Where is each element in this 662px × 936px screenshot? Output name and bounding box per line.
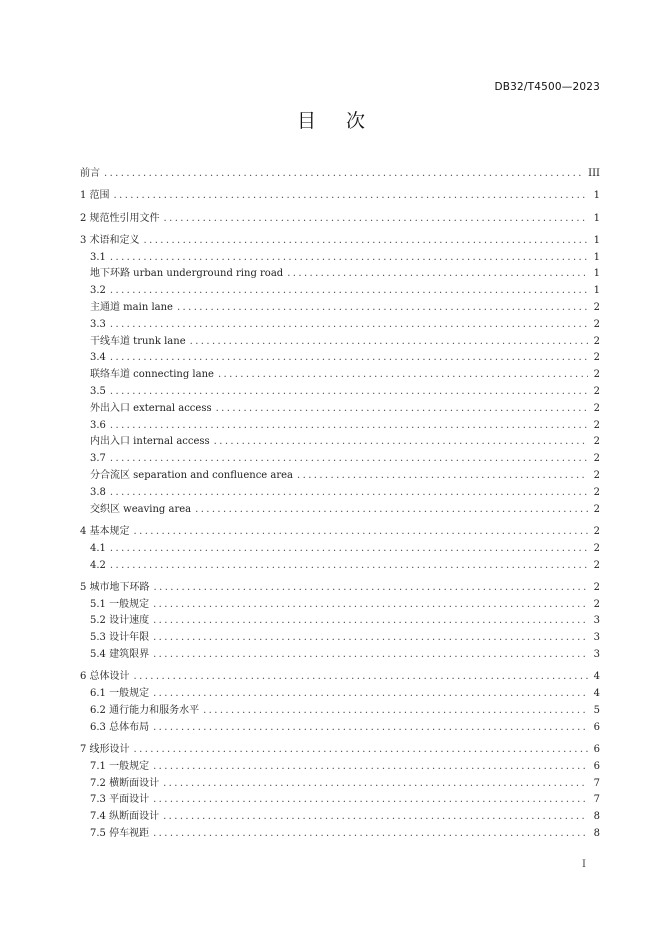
toc-dot-leader [110, 250, 588, 267]
toc-entry-page: 2 [593, 581, 600, 593]
toc-dot-leader [164, 211, 588, 228]
toc-entry-page: 8 [593, 827, 600, 839]
toc-entry-label: 5 城市地下环路 [80, 581, 150, 593]
toc-dot-leader [110, 485, 588, 502]
toc-entry-page: 7 [593, 794, 600, 806]
toc-subentry[interactable] [80, 434, 600, 451]
toc-entry-page: 2 [593, 503, 600, 515]
toc-dot-leader [144, 233, 588, 250]
toc-dot-leader [195, 502, 588, 519]
toc-entry-label: 1 范围 [80, 190, 110, 202]
toc-dot-leader [203, 703, 588, 720]
toc-section-entry[interactable] [80, 211, 600, 228]
toc-dot-leader [297, 468, 588, 485]
toc-entry-label: 6.3 总体布局 [90, 721, 150, 733]
toc-section-entry[interactable] [80, 580, 600, 597]
toc-section-entry[interactable] [80, 166, 600, 183]
toc-subentry[interactable] [80, 485, 600, 502]
toc-entry-page: 2 [593, 436, 600, 448]
toc-entry-page: 8 [593, 811, 600, 823]
toc-dot-leader [110, 418, 588, 435]
toc-entry-page: 2 [593, 335, 600, 347]
toc-entry-page: 1 [593, 234, 600, 246]
toc-subentry[interactable] [80, 401, 600, 418]
toc-subentry[interactable] [80, 367, 600, 384]
toc-dot-leader [153, 759, 588, 776]
page-number: I [582, 859, 586, 870]
toc-entry-page: 2 [593, 598, 600, 610]
toc-entry-label: 7.3 平面设计 [90, 794, 150, 806]
toc-entry-label: 外出入口 external access [90, 402, 212, 414]
toc-entry-page: 3 [593, 615, 600, 627]
toc-entry-page: 2 [593, 318, 600, 330]
toc-subentry[interactable] [80, 418, 600, 435]
toc-dot-leader [104, 166, 584, 183]
toc-dot-leader [154, 580, 588, 597]
toc-entry-page: 6 [593, 744, 600, 755]
toc-dot-leader [110, 283, 588, 300]
toc-entry-page: 2 [593, 525, 600, 537]
toc-subentry[interactable] [80, 250, 600, 267]
toc-section-entry[interactable] [80, 188, 600, 205]
toc-subentry[interactable] [80, 334, 600, 351]
toc-entry-page: 5 [593, 704, 600, 716]
toc-dot-leader [214, 434, 588, 451]
toc-entry-label: 7.2 横断面设计 [90, 777, 160, 789]
toc-dot-leader [110, 384, 588, 401]
toc-entry-page: 2 [593, 453, 600, 465]
toc-subentry[interactable] [80, 759, 600, 776]
toc-entry-label: 3.4 [90, 352, 106, 364]
toc-entry-page: 2 [593, 302, 600, 314]
toc-entry-page: 1 [593, 251, 600, 263]
toc-entry-label: 3.1 [90, 251, 106, 263]
table-of-contents [80, 166, 600, 843]
toc-entry-label: 7 线形设计 [80, 744, 130, 755]
toc-subentry[interactable] [80, 350, 600, 367]
toc-entry-page: 1 [593, 190, 600, 202]
toc-entry-page: 2 [593, 419, 600, 431]
toc-entry-label: 分合流区 separation and confluence area [90, 470, 294, 482]
toc-subentry[interactable] [80, 826, 600, 843]
toc-subentry[interactable] [80, 502, 600, 519]
toc-dot-leader [134, 742, 588, 759]
toc-section-entry[interactable] [80, 669, 600, 686]
toc-dot-leader [163, 809, 588, 826]
toc-subentry[interactable] [80, 317, 600, 334]
toc-entry-page: 2 [593, 402, 600, 414]
toc-dot-leader [110, 317, 588, 334]
toc-entry-label: 6.1 一般规定 [90, 688, 150, 700]
toc-entry-label: 地下环路 urban underground ring road [90, 268, 284, 280]
toc-entry-label: 前言 [80, 168, 100, 179]
toc-section-entry[interactable] [80, 524, 600, 541]
toc-entry-label: 3 术语和定义 [80, 234, 140, 246]
toc-dot-leader [153, 826, 588, 843]
toc-entry-page: 6 [593, 721, 600, 733]
standard-code: DB32/T4500—2023 [494, 81, 600, 93]
toc-subentry[interactable] [80, 809, 600, 826]
toc-dot-leader [153, 597, 588, 614]
toc-section-entry[interactable] [80, 742, 600, 759]
toc-subentry[interactable] [80, 613, 600, 630]
toc-dot-leader [134, 669, 588, 686]
toc-section-entry[interactable] [80, 233, 600, 250]
toc-dot-leader [218, 367, 588, 384]
toc-entry-label: 3.3 [90, 318, 106, 330]
toc-entry-label: 5.3 设计年限 [90, 632, 150, 644]
toc-subentry[interactable] [80, 558, 600, 575]
toc-subentry[interactable] [80, 541, 600, 558]
toc-subentry[interactable] [80, 451, 600, 468]
toc-dot-leader [110, 451, 588, 468]
toc-subentry[interactable] [80, 630, 600, 647]
toc-entry-page: 6 [593, 760, 600, 772]
toc-entry-page: 1 [593, 285, 600, 297]
toc-dot-leader [153, 630, 588, 647]
toc-entry-page: 7 [593, 777, 600, 789]
toc-subentry[interactable] [80, 686, 600, 703]
toc-dot-leader [153, 686, 588, 703]
toc-entry-page: 4 [593, 688, 600, 700]
toc-entry-page: 4 [593, 671, 600, 683]
toc-dot-leader [153, 647, 588, 664]
toc-entry-page: 1 [593, 212, 600, 224]
toc-dot-leader [163, 776, 588, 793]
toc-subentry[interactable] [80, 384, 600, 401]
toc-dot-leader [153, 720, 588, 737]
toc-dot-leader [153, 792, 588, 809]
toc-subentry[interactable] [80, 468, 600, 485]
toc-subentry[interactable] [80, 283, 600, 300]
toc-entry-label: 3.6 [90, 419, 106, 431]
toc-entry-label: 3.7 [90, 453, 106, 465]
toc-entry-page: 2 [593, 559, 600, 571]
toc-subentry[interactable] [80, 792, 600, 809]
toc-dot-leader [177, 300, 588, 317]
toc-entry-label: 3.5 [90, 386, 106, 398]
toc-entry-page: 2 [593, 542, 600, 554]
toc-dot-leader [216, 401, 588, 418]
toc-entry-label: 联络车道 connecting lane [90, 369, 214, 381]
toc-entry-label: 5.2 设计速度 [90, 615, 150, 627]
toc-entry-label: 6 总体设计 [80, 671, 130, 683]
toc-entry-label: 4.1 [90, 542, 106, 554]
toc-entry-page: 2 [593, 352, 600, 364]
toc-subentry[interactable] [80, 703, 600, 720]
toc-entry-label: 5.1 一般规定 [90, 598, 150, 610]
toc-dot-leader [110, 558, 588, 575]
page-title: 目 次 [296, 110, 378, 132]
toc-entry-page: 2 [593, 470, 600, 482]
toc-subentry[interactable] [80, 300, 600, 317]
toc-entry-label: 内出入口 internal access [90, 436, 210, 448]
toc-entry-label: 干线车道 trunk lane [90, 335, 186, 347]
toc-subentry[interactable] [80, 266, 600, 283]
toc-entry-label: 3.2 [90, 285, 106, 297]
toc-subentry[interactable] [80, 720, 600, 737]
toc-entry-label: 6.2 通行能力和服务水平 [90, 704, 200, 716]
toc-entry-page: 1 [593, 268, 600, 280]
toc-dot-leader [114, 188, 588, 205]
toc-entry-label: 4 基本规定 [80, 525, 130, 537]
toc-dot-leader [190, 334, 588, 351]
toc-entry-label: 7.4 纵断面设计 [90, 811, 160, 823]
toc-entry-label: 交织区 weaving area [90, 503, 192, 515]
toc-entry-page: III [588, 168, 600, 179]
toc-entry-page: 3 [593, 632, 600, 644]
toc-entry-label: 7.5 停车视距 [90, 827, 150, 839]
toc-subentry[interactable] [80, 597, 600, 614]
toc-entry-label: 3.8 [90, 486, 106, 498]
toc-entry-label: 主通道 main lane [90, 302, 173, 314]
toc-entry-page: 3 [593, 649, 600, 661]
toc-dot-leader [134, 524, 588, 541]
toc-entry-page: 2 [593, 486, 600, 498]
toc-dot-leader [287, 266, 588, 283]
toc-entry-page: 2 [593, 386, 600, 398]
toc-entry-page: 2 [593, 369, 600, 381]
toc-dot-leader [110, 541, 588, 558]
toc-dot-leader [153, 613, 588, 630]
toc-entry-label: 5.4 建筑限界 [90, 649, 150, 661]
toc-subentry[interactable] [80, 647, 600, 664]
toc-subentry[interactable] [80, 776, 600, 793]
toc-dot-leader [110, 350, 588, 367]
toc-entry-label: 7.1 一般规定 [90, 760, 150, 772]
toc-entry-label: 4.2 [90, 559, 106, 571]
toc-entry-label: 2 规范性引用文件 [80, 212, 160, 224]
